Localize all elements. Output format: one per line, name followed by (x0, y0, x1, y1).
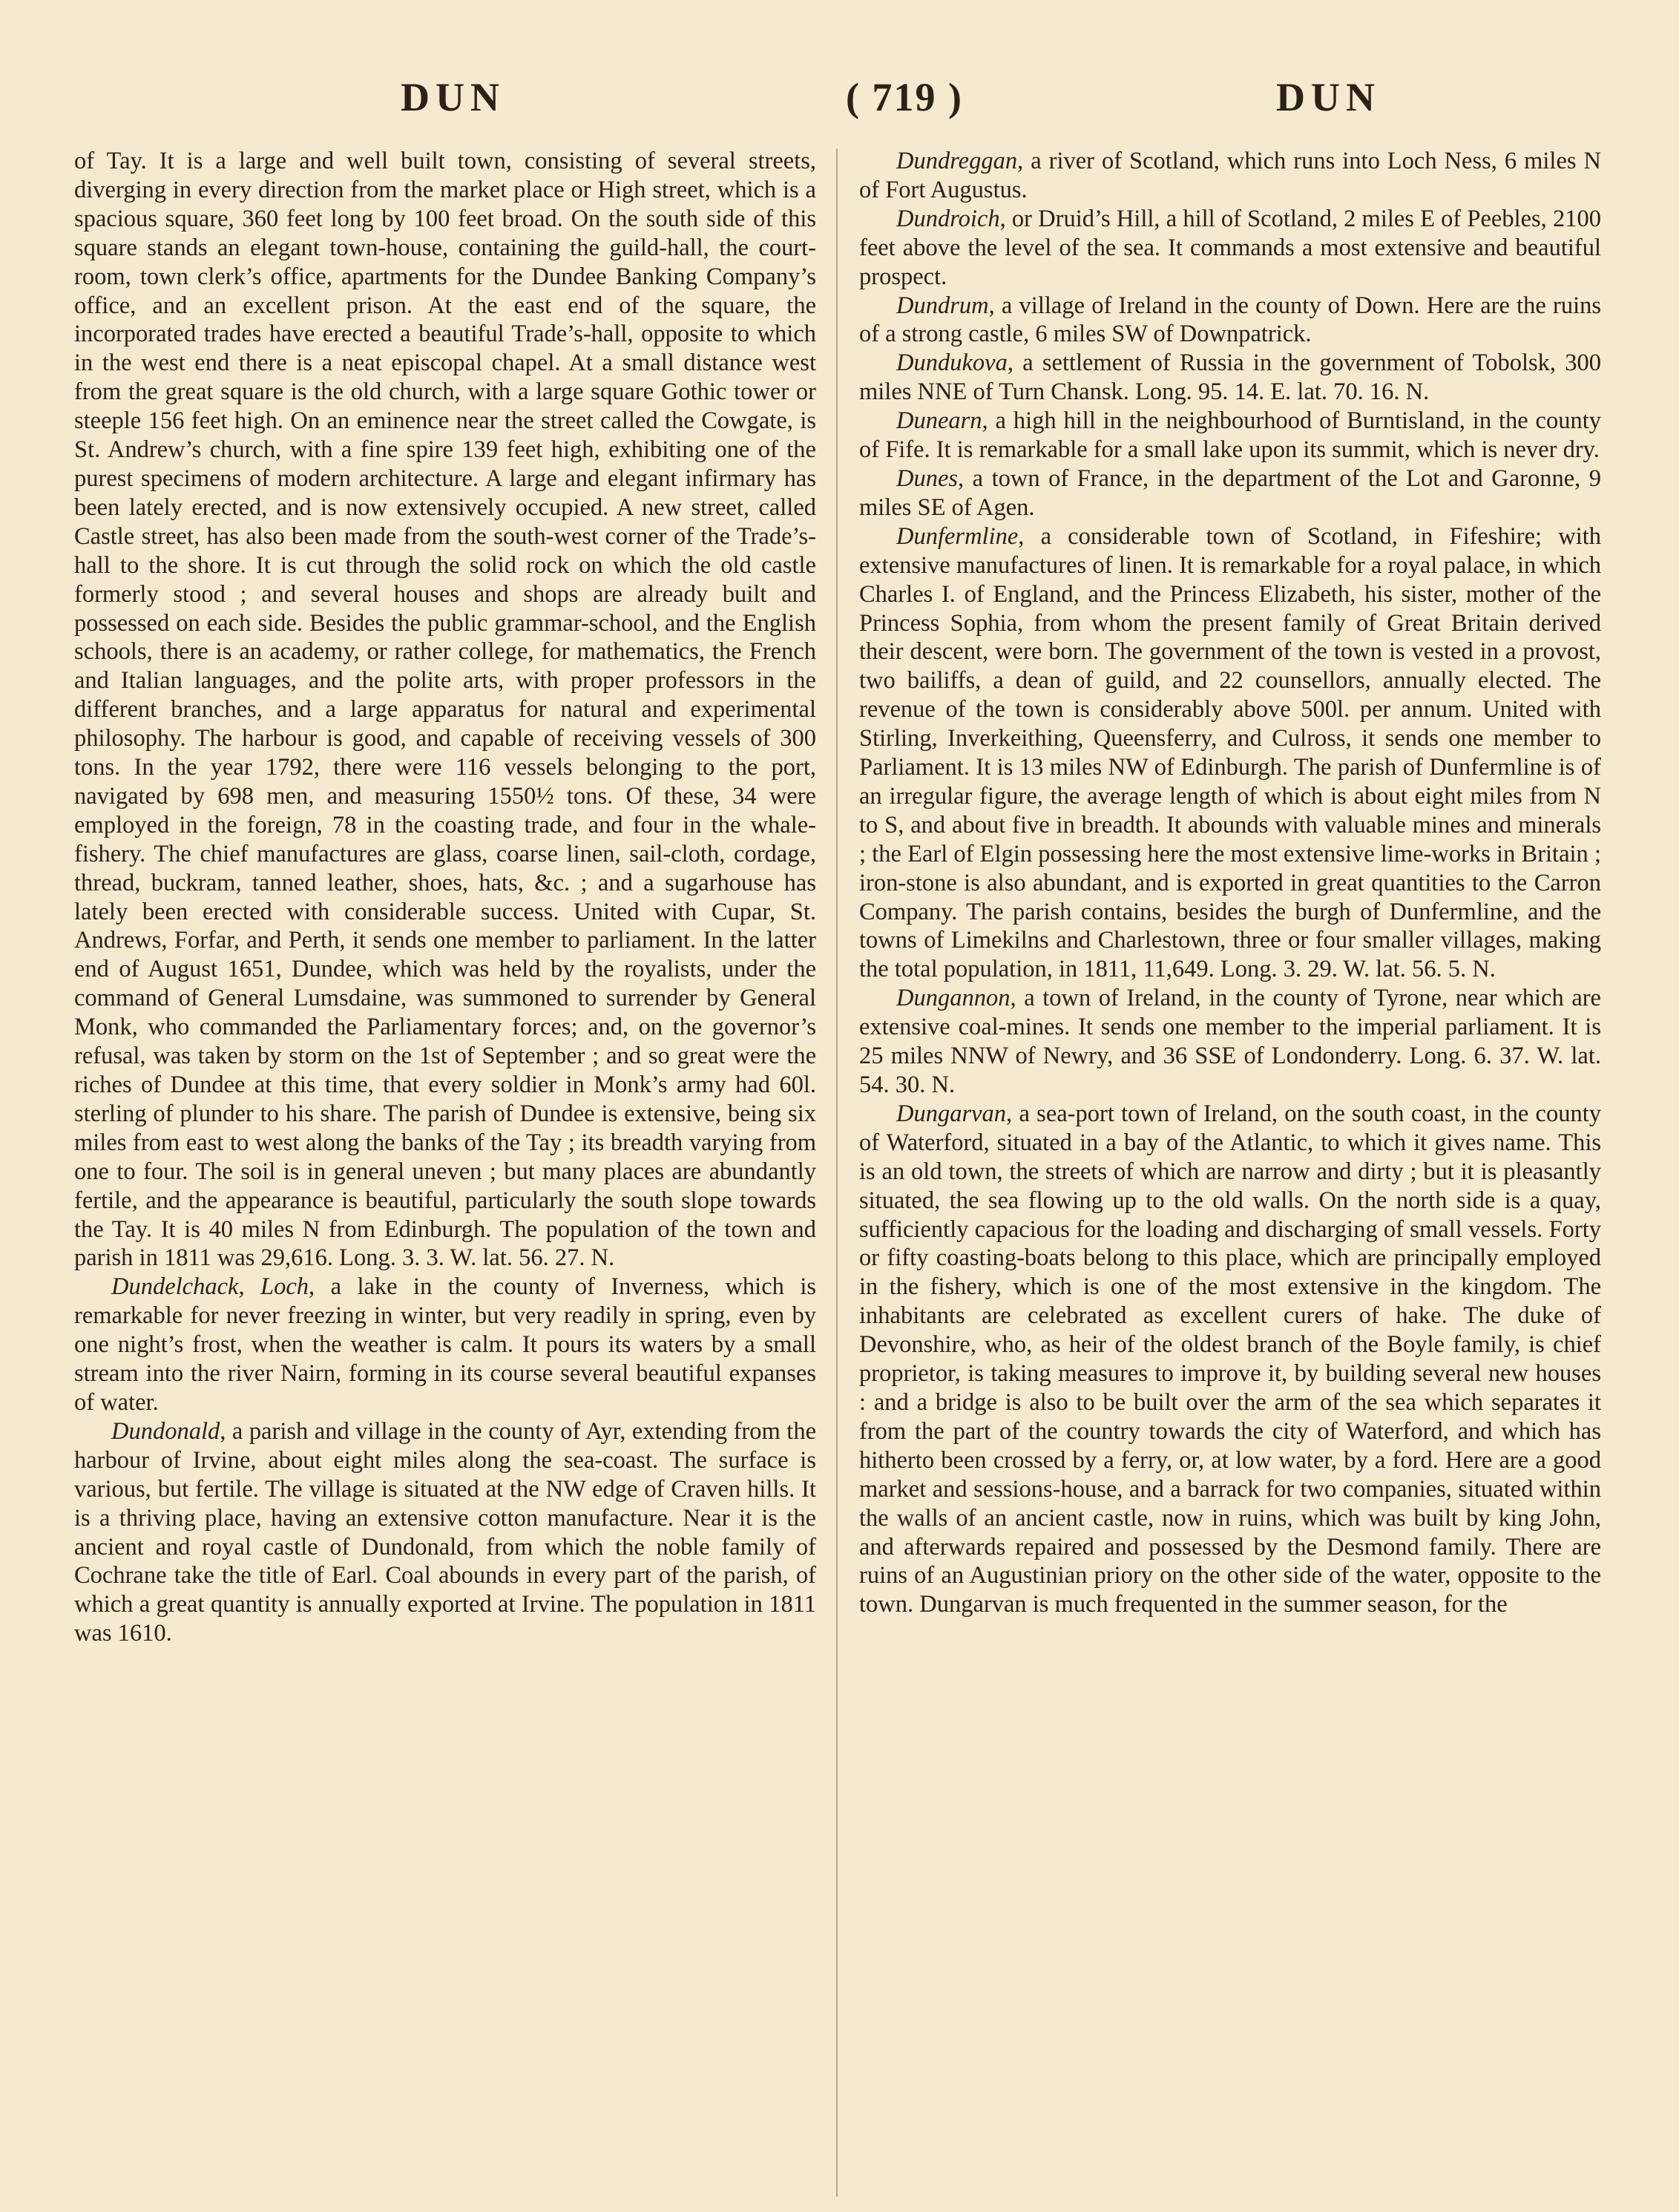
entry-dunes: Dunes, a town of France, in the department of the Lot and Garonne, 9 miles SE of Agen. (859, 465, 1601, 521)
page-number: ( 719 ) (846, 75, 963, 119)
header-left-word: DUN (401, 75, 505, 119)
header-right-word: DUN (1276, 75, 1381, 119)
entry-dundelchack: Dundelchack, Loch, a lake in the county of Inverness, which is remarkable for never freezing in winter, but very readily in spring, even by one night’s frost, when the weather is calm. It pours its waters by a small stream into the river Nairn, forming in its course several beautiful expanses of water. (74, 1273, 816, 1416)
right-column (859, 147, 1601, 2195)
entry-dunfermline: Dunfermline, a considerable town of Scotland, in Fifeshire; with extensive manufactures of linen. It is remarkable for a royal palace, in which Charles I. of England, and the Princess Elizabeth, his sister, mother of the Princess Sophia, from whom the present family of Great Britain derived their descent, were born. The government of the town is vested in a provost, two bailiffs, a dean of guild, and 22 counsellors, annually elected. The revenue of the town is considerably above 500l. per annum. United with Stirling, Inverkeithing, Queensferry, and Culross, it sends one member to Parliament. It is 13 miles NW of Edinburgh. The parish of Dunfermline is of an irregular figure, the average length of which is about eight miles from N to S, and about five in breadth. It abounds with valuable mines and minerals ; the Earl of Elgin possessing here the most extensive lime-works in Britain ; iron-stone is also abundant, and is exported in great quantities to the Carron Company. The parish contains, besides the burgh of Dunfermline, and the towns of Limekilns and Charlestown, three or four smaller villages, making the total population, in 1811, 11,649. Long. 3. 29. W. lat. 56. 5. N. (859, 522, 1601, 983)
entry-dungarvan: Dungarvan, a sea-port town of Ireland, on the south coast, in the county of Waterford, situated in a bay of the Atlantic, to which it gives name. This is an old town, the streets of which are narrow and dirty ; but it is pleasantly situated, the sea flowing up to the old walls. On the north side is a quay, sufficiently capacious for the loading and discharging of small vessels. Forty or fifty coasting-boats belong to this place, which are principally employed in the fishery, which is one of the most extensive in the kingdom. The inhabitants are celebrated as excellent curers of hake. The duke of Devonshire, who, as heir of the oldest branch of the Boyle family, is chief proprietor, is taking measures to improve it, by building several new houses : and a bridge is also to be built over the arm of the sea which separates it from the part of the country towards the city of Waterford, and which has hitherto been crossed by a ferry, or, at low water, by a ford. Here are a good market and sessions-house, and a barrack for two companies, situated within the walls of an ancient castle, now in ruins, which was built by king John, and afterwards repaired and possessed by the Desmond family. There are ruins of an Augustinian priory on the other side of the water, opposite to the town. Dungarvan is much frequented in the summer season, for the (859, 1100, 1601, 1618)
paragraph: of Tay. It is a large and well built town, consisting of several streets, diverging in every direction from the market place or High street, which is a spacious square, 360 feet long by 100 feet broad. On the south side of this square stands an elegant town-house, containing the guild-hall, the court-room, town clerk’s office, apartments for the Dundee Banking Company’s office, and an excellent prison. At the east end of the square, the incorporated trades have erected a beautiful Trade’s-hall, opposite to which in the west end there is a neat episcopal chapel. At a small distance west from the great square is the old church, with a large square Gothic tower or steeple 156 feet high. On an eminence near the street called the Cowgate, is St. Andrew’s church, with a fine spire 139 feet high, exhibiting one of the purest specimens of modern architecture. A large and elegant infirmary has been lately erected, and is now extensively occupied. A new street, called Castle street, has also been made from the south-west corner of the Trade’s-hall to the shore. It is cut through the solid rock on which the old castle formerly stood ; and several houses and shops are already built and possessed on each side. Besides the public grammar-school, and the English schools, there is an academy, or rather college, for mathematics, the French and Italian languages, and the polite arts, with proper professors in the different branches, and a large apparatus for natural and experimental philosophy. The harbour is good, and capable of receiving vessels of 300 tons. In the year 1792, there were 116 vessels belonging to the port, navigated by 698 men, and measuring 1550½ tons. Of these, 34 were employed in the foreign, 78 in the coasting trade, and four in the whale-fishery. The chief manufactures are glass, coarse linen, sail-cloth, cordage, thread, buckram, tanned leather, shoes, hats, &c. ; and a sugarhouse has lately been erected with considerable success. United with Cupar, St. Andrews, Forfar, and Perth, it sends one member to parliament. In the latter end of August 1651, Dundee, which was held by the royalists, under the command of General Lumsdaine, was summoned to surrender by General Monk, who commanded the Parliamentary forces; and, on the governor’s refusal, was taken by storm on the 1st of September ; and so great were the riches of Dundee at this time, that every soldier in Monk’s army had 60l. sterling of plunder to his share. The parish of Dundee is extensive, being six miles from east to west along the banks of the Tay ; its breadth varying from one to four. The soil is in general uneven ; but many places are abundantly fertile, and the appearance is beautiful, particularly the south slope towards the Tay. It is 40 miles N from Edinburgh. The population of the town and parish in 1811 was 29,616. Long. 3. 3. W. lat. 56. 27. N. (74, 148, 816, 1272)
column-divider (836, 148, 838, 2196)
entry-dundroich: Dundroich, or Druid’s Hill, a hill of Scotland, 2 miles E of Peebles, 2100 feet above the level of the sea. It commands a most extensive and beautiful prospect. (859, 205, 1601, 290)
left-column (74, 147, 816, 2195)
entry-dundonald: Dundonald, a parish and village in the county of Ayr, extending from the harbour of Irvine, about eight miles along the sea-coast. The surface is various, but fertile. The village is situated at the NW edge of Craven hills. It is a thriving place, having an extensive cotton manufacture. Near it is the ancient and royal castle of Dundonald, from which the noble family of Cochrane take the title of Earl. Coal abounds in every part of the parish, of which a great quantity is annually exported at Irvine. The population in 1811 was 1610. (74, 1417, 816, 1647)
running-header (89, 74, 1634, 134)
entry-dundreggan: Dundreggan, a river of Scotland, which runs into Loch Ness, 6 miles N of Fort Augustus. (859, 148, 1601, 203)
entry-dungannon: Dungannon, a town of Ireland, in the county of Tyrone, near which are extensive coal-mines. It sends one member to the imperial parliament. It is 25 miles NNW of Newry, and 36 SSE of Londonderry. Long. 6. 37. W. lat. 54. 30. N. (859, 985, 1601, 1098)
entry-dunearn: Dunearn, a high hill in the neighbourhood of Burntisland, in the county of Fife. It is remarkable for a small lake upon its summit, which is never dry. (859, 407, 1601, 464)
entry-dundukova: Dundukova, a settlement of Russia in the government of Tobolsk, 300 miles NNE of Turn Chansk. Long. 95. 14. E. lat. 70. 16. N. (859, 349, 1601, 406)
entry-dundrum: Dundrum, a village of Ireland in the county of Down. Here are the ruins of a strong castle, 6 miles SW of Downpatrick. (859, 292, 1601, 348)
